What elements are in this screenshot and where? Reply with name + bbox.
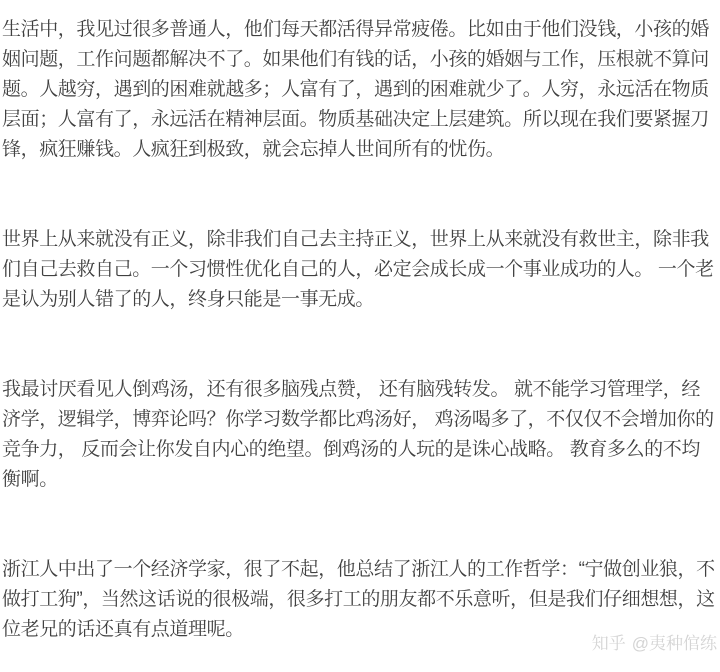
- paragraph-2: 世界上从来就没有正义，除非我们自己去主持正义，世界上从来就没有救世主，除非我们自己去救自己。一个习惯性优化自己的人，必定会成长成一个事业成功的人。 一个老是认为别人错了的人，终身只能是一事无成。: [2, 229, 714, 310]
- zhihu-watermark-handle: @夷种倌练: [631, 634, 717, 653]
- zhihu-watermark-site: 知乎: [591, 634, 626, 653]
- zhihu-watermark: [592, 632, 717, 656]
- paragraph-1: 生活中，我见过很多普通人，他们每天都活得异常疲倦。比如由于他们没钱，小孩的婚姻问题，工作问题都解决不了。如果他们有钱的话，小孩的婚姻与工作，压根就不算问题。人越穷，遇到的困难就越多；人富有了，遇到的困难就少了。人穷，永远活在物质层面；人富有了，永远活在精神层面。物质基础决定上层建筑。所以现在我们要紧握刀锋，疯狂赚钱。人疯狂到极致，就会忘掉人世间所有的忧伤。: [2, 19, 709, 160]
- paragraph-3: 我最讨厌看见人倒鸡汤，还有很多脑残点赞， 还有脑残转发。 就不能学习管理学，经济学，逻辑学，博弈论吗？你学习数学都比鸡汤好， 鸡汤喝多了，不仅仅不会增加你的竞争力， 反而会让你发自内心的绝望。倒鸡汤的人玩的是诛心战略。 教育多么的不均衡啊。: [2, 379, 714, 490]
- paragraph-4: 浙江人中出了一个经济学家，很了不起，他总结了浙江人的工作哲学：“宁做创业狼，不做打工狗”，当然这话说的很极端，很多打工的朋友都不乐意听，但是我们仔细想想，这位老兄的话还真有点道理呢。: [2, 559, 715, 640]
